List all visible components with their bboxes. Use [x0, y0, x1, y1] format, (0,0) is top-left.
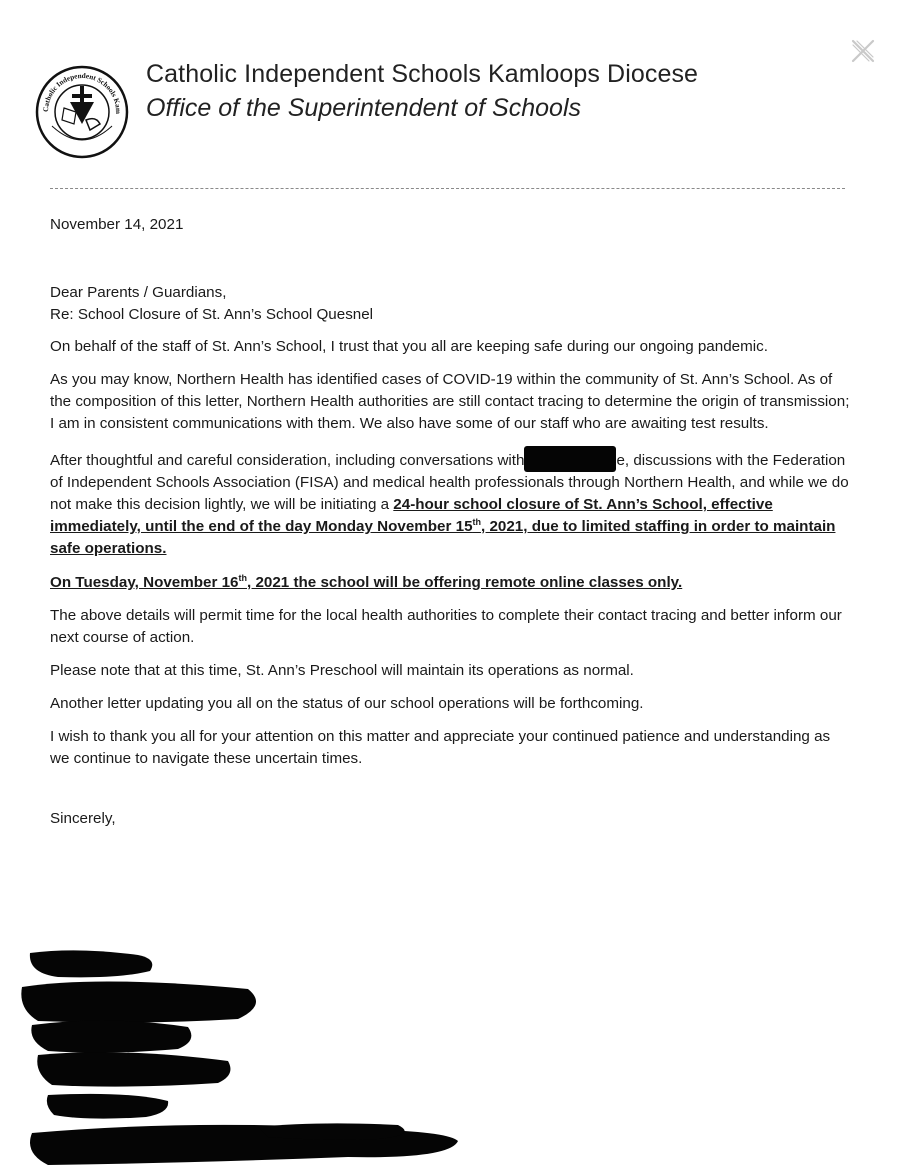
- remote-notice-sup: th: [238, 572, 247, 583]
- close-icon[interactable]: [848, 36, 878, 66]
- office-name: Office of the Superintendent of Schools: [146, 94, 581, 122]
- paragraph-2: As you may know, Northern Health has identified cases of COVID-19 within the community of St. Ann’s School. As of the composition of this letter, Northern Health authorities are still contact tracing to determine the origin of transmission; I am in consistent communications with them. We also have some of our staff who are awaiting test results.: [50, 371, 850, 432]
- paragraph-3-redacted-tail: e: [616, 452, 625, 469]
- signoff: Sincerely,: [50, 810, 116, 827]
- paragraph-4: [50, 572, 850, 594]
- svg-text:Catholic Independent Schools K: Catholic Independent Schools Kam: [41, 71, 123, 115]
- letter-date: November 14, 2021: [50, 216, 184, 233]
- paragraph-1: On behalf of the staff of St. Ann’s School, I trust that you all are keeping safe during our ongoing pandemic.: [50, 338, 768, 355]
- header-divider: [50, 188, 845, 189]
- paragraph-3: [50, 446, 850, 560]
- paragraph-3-middle: , discussions with the Federation of Independent Schools Association (FISA) and medical health professionals through Northern Health, and while we do not make this decision lightly, we will be initiating a: [50, 452, 849, 513]
- closure-notice-text: 24-hour school closure of St. Ann’s School, effective immediately, until the end of the day Monday November 15: [50, 496, 773, 535]
- diocese-seal-icon: [34, 64, 130, 160]
- paragraph-8: I wish to thank you all for your attention on this matter and appreciate your continued patience and understanding as we continue to navigate these uncertain times.: [50, 728, 831, 767]
- re-line: Re: School Closure of St. Ann’s School Quesnel: [50, 306, 374, 323]
- remote-classes-notice: [50, 574, 682, 591]
- redacted-signature: [18, 945, 478, 1170]
- closure-notice-sup: th: [472, 516, 482, 527]
- paragraph-7: Another letter updating you all on the status of our school operations will be forthcoming.: [50, 695, 644, 712]
- salutation: Dear Parents / Guardians,: [50, 284, 227, 301]
- letter-body: [50, 214, 850, 830]
- remote-notice-end: , 2021 the school will be offering remote online classes only.: [247, 574, 683, 591]
- closure-notice-end: , 2021, due to limited staffing in order to maintain safe operations.: [50, 518, 836, 557]
- paragraph-6: Please note that at this time, St. Ann’s Preschool will maintain its operations as normal.: [50, 662, 634, 679]
- paragraph-5: The above details will permit time for the local health authorities to complete their contact tracing and better inform our next course of action.: [50, 607, 842, 646]
- remote-notice-text: On Tuesday, November 16: [50, 574, 239, 591]
- paragraph-3-start: After thoughtful and careful consideration, including conversations with: [50, 452, 525, 469]
- organization-name: Catholic Independent Schools Kamloops Diocese: [146, 60, 699, 88]
- redaction-bar: [524, 446, 616, 472]
